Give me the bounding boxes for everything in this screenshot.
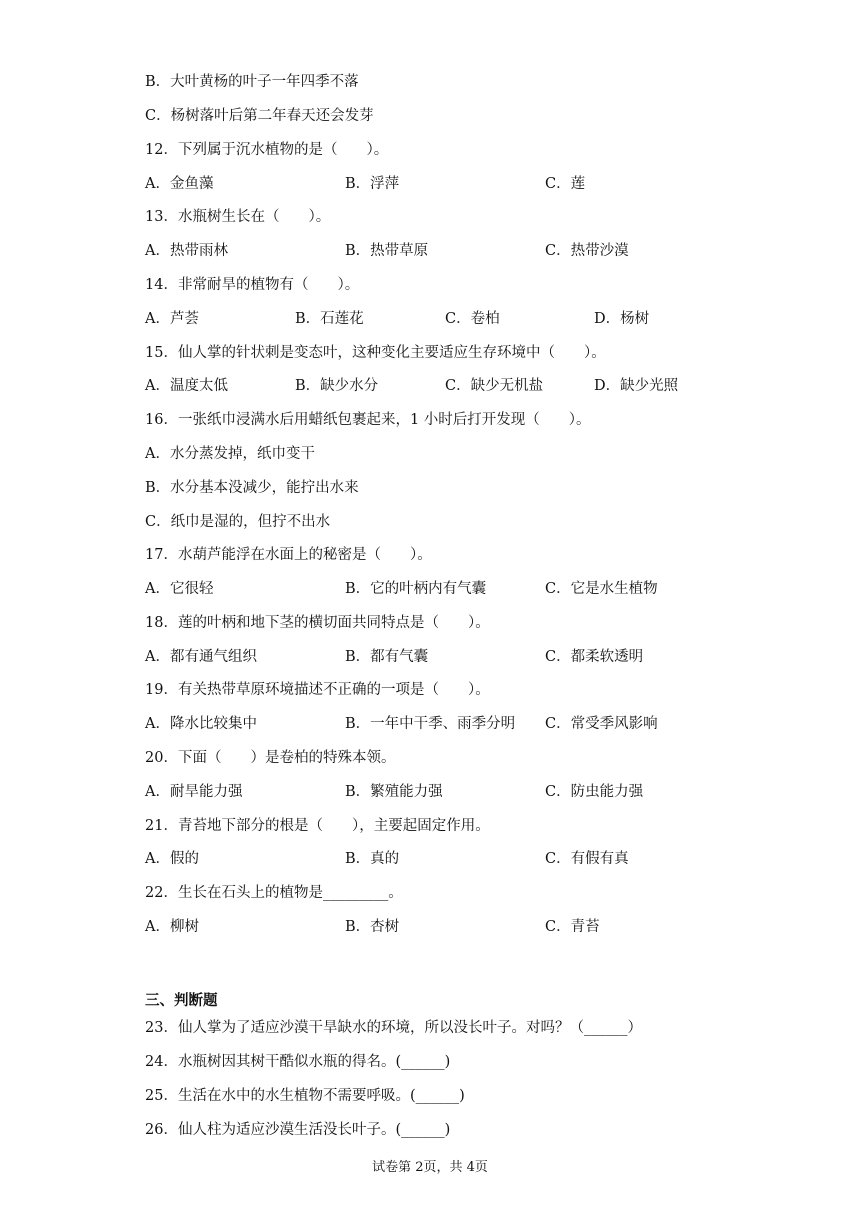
options-row [145,374,835,398]
option-c: C．莲 [545,176,586,192]
question-17: 17．水葫芦能浮在水面上的秘密是（ ）。 [145,547,432,563]
option-d: D．缺少光照 [594,378,679,394]
question-12: 12．下列属于沉水植物的是（ ）。 [145,142,389,158]
option-c: C．都柔软透明 [545,649,644,665]
page-footer: 试卷第 2页，共 4页 [372,1160,488,1175]
question-21: 21．青苔地下部分的根是（ ），主要起固定作用。 [145,818,490,834]
options-row [145,915,835,939]
option-a: A．耐旱能力强 [145,784,243,800]
options-row [145,712,835,736]
option-line: B．大叶黄杨的叶子一年四季不落 [145,74,359,90]
question-14: 14．非常耐旱的植物有（ ）。 [145,277,360,293]
question-18: 18．莲的叶柄和地下茎的横切面共同特点是（ ）。 [145,615,490,631]
option-a: A．假的 [145,851,199,867]
question-15: 15．仙人掌的针状刺是变态叶，这种变化主要适应生存环境中（ ）。 [145,345,606,361]
option-a: A．热带雨林 [145,243,228,259]
option-c: C．热带沙漠 [545,243,629,259]
option-line: A．水分蒸发掉，纸巾变干 [145,446,315,462]
options-row [145,239,835,263]
option-c: C．有假有真 [545,851,629,867]
options-row [145,577,835,601]
question-25: 25．生活在水中的水生植物不需要呼吸。(______) [145,1088,465,1104]
question-22: 22．生长在石头上的植物是_________。 [145,885,403,901]
option-b: B．石莲花 [295,311,364,327]
question-16: 16．一张纸巾浸满水后用蜡纸包裹起来，1 小时后打开发现（ ）。 [145,412,591,428]
option-a: A．柳树 [145,919,199,935]
question-19: 19．有关热带草原环境描述不正确的一项是（ ）。 [145,682,490,698]
option-c: C．缺少无机盐 [445,378,544,394]
option-b: B．一年中干季、雨季分明 [345,716,516,732]
option-b: B．杏树 [345,919,400,935]
question-23: 23．仙人掌为了适应沙漠干旱缺水的环境，所以没长叶子。对吗？（______） [145,1020,642,1036]
option-c: C．青苔 [545,919,600,935]
question-24: 24．水瓶树因其树干酷似水瓶的得名。(______) [145,1054,451,1070]
option-a: A．都有通气组织 [145,649,257,665]
option-d: D．杨树 [594,311,650,327]
option-a: A．降水比较集中 [145,716,257,732]
option-b: B．浮萍 [345,176,400,192]
option-line: C．杨树落叶后第二年春天还会发芽 [145,108,374,124]
option-a: A．温度太低 [145,378,228,394]
option-line: B．水分基本没减少，能拧出水来 [145,480,359,496]
option-a: A．芦荟 [145,311,199,327]
question-20: 20．下面（ ）是卷柏的特殊本领。 [145,750,396,766]
option-c: C．防虫能力强 [545,784,644,800]
options-row [145,307,835,331]
option-b: B．缺少水分 [295,378,379,394]
question-26: 26．仙人柱为适应沙漠生活没长叶子。(______) [145,1122,451,1138]
option-c: C．它是水生植物 [545,581,658,597]
options-row [145,172,835,196]
option-a: A．它很轻 [145,581,214,597]
option-b: B．繁殖能力强 [345,784,443,800]
option-b: B．热带草原 [345,243,429,259]
section-title: 三、判断题 [145,993,218,1009]
option-a: A．金鱼藻 [145,176,214,192]
options-row [145,780,835,804]
question-13: 13．水瓶树生长在（ ）。 [145,209,331,225]
option-line: C．纸巾是湿的，但拧不出水 [145,514,331,530]
options-row [145,847,835,871]
option-b: B．它的叶柄内有气囊 [345,581,487,597]
option-c: C．常受季风影响 [545,716,658,732]
option-b: B．真的 [345,851,400,867]
option-c: C．卷柏 [445,311,500,327]
option-b: B．都有气囊 [345,649,429,665]
options-row [145,645,835,669]
